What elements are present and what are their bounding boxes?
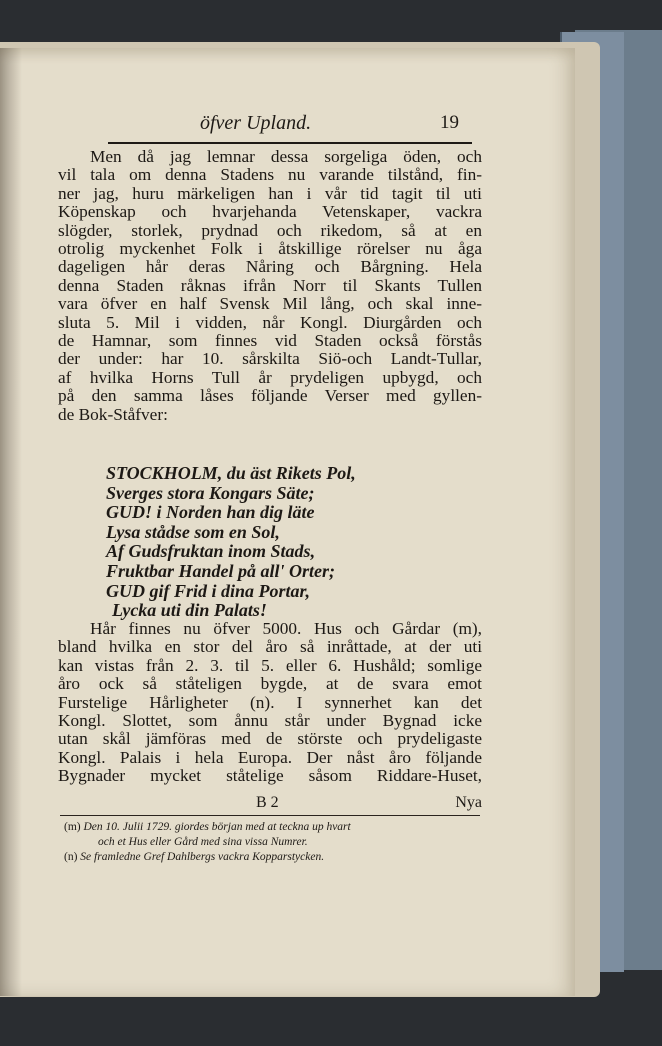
text-line: utan skål jämföras med de störste och prydeligaste — [58, 729, 482, 749]
signature-line — [58, 794, 482, 814]
verse-line: Sverges stora Kongars Säte; — [106, 482, 315, 503]
text-line: denna Staden råknas ifrån Norr til Skants Tullen — [58, 275, 482, 295]
header-rule — [108, 142, 472, 144]
text-line: otrolig myckenhet Folk i åtskillige rörelser nu åga — [58, 239, 482, 259]
page-header — [60, 112, 480, 142]
footnote-text: Se framledne Gref Dahlbergs vackra Kopparstycken. — [80, 851, 325, 863]
footnote — [64, 850, 484, 865]
text-line: Köpenskap och hvarjehanda Vetenskaper, vackra — [58, 202, 482, 222]
footnote-rule — [60, 815, 480, 816]
verse-line: STOCKHOLM, du äst Rikets Pol, — [106, 463, 356, 483]
page-gutter-shadow — [0, 48, 22, 996]
text-line: Kongl. Palais i hela Europa. Der nåst åro följande — [58, 747, 482, 767]
footnote-mark: (m) — [64, 821, 81, 833]
text-line: der under: har 10. sårskilta Siö-och Landt-Tullar, — [58, 349, 482, 369]
text-line: Men då jag lemnar dessa sorgeliga öden, och — [90, 147, 482, 166]
verse-line: Lycka uti din Palats! — [112, 600, 267, 621]
text-line: Bygnader mycket ståtelige såsom Riddare-Huset, — [58, 766, 482, 786]
verse-line: Fruktbar Handel på all' Orter; — [106, 560, 336, 581]
text-line: Hår finnes nu öfver 5000. Hus och Gårdar (m), — [90, 619, 482, 638]
text-line: ner jag, huru märkeligen han i vår tid tagit til uti — [58, 183, 482, 203]
text-line: Kongl. Slottet, som ånnu står under Bygnad icke — [58, 711, 482, 731]
text-line: sluta 5. Mil i vidden, når Kongl. Diurgården och — [58, 312, 482, 332]
page-number: 19 — [440, 112, 459, 133]
text-line: af hvilka Horns Tull år prydeligen upbygd, och — [58, 367, 482, 387]
running-title: öfver Upland. — [200, 112, 312, 134]
text-line: bland hvilka en stor del åro så inråttade, at der uti — [58, 637, 482, 657]
paragraph-1 — [58, 148, 482, 424]
footnote-continuation: och et Hus eller Gård med sina vissa Numrer. — [98, 836, 308, 848]
verse-line: Af Gudsfruktan inom Stads, — [106, 541, 316, 562]
text-line: åro ock så ståteligen bygde, at de svara emot — [58, 674, 482, 694]
text-line: slögder, storlek, prydnad och rikedom, så at en — [58, 220, 482, 240]
footnote-text: Den 10. Julii 1729. giordes början med at teckna up hvart — [83, 821, 351, 833]
text-line: Furstelige Hårligheter (n). I synnerhet kan det — [58, 692, 482, 712]
text-line: dageligen hår deras Nåring och Bårgning. Hela — [58, 257, 482, 277]
text-line: de Hamnar, som finnes vid Staden också förstås — [58, 331, 482, 351]
text-line: vil tala om denna Stadens nu varande tilstånd, fin- — [58, 165, 482, 185]
text-line: på den samma låses följande Verser med gyllen- — [58, 386, 482, 406]
text-line: de Bok-Ståfver: — [58, 404, 168, 424]
verse-line: GUD gif Frid i dina Portar, — [106, 580, 311, 601]
footnotes — [64, 820, 484, 865]
verse-line: GUD! i Norden han dig läte — [106, 502, 315, 523]
signature-mark: B 2 — [256, 794, 279, 811]
paragraph-2 — [58, 620, 482, 786]
catchword: Nya — [455, 794, 482, 811]
text-line: vara öfver en half Svensk Mil lång, och skal inne- — [58, 294, 482, 314]
footnote-mark: (n) — [64, 851, 78, 863]
verse-line: Lysa stådse som en Sol, — [106, 521, 280, 542]
footnote — [64, 820, 484, 835]
verse-inscription — [106, 464, 446, 621]
text-line: kan vistas från 2. 3. til 5. eller 6. Hushåld; somlige — [58, 655, 482, 675]
